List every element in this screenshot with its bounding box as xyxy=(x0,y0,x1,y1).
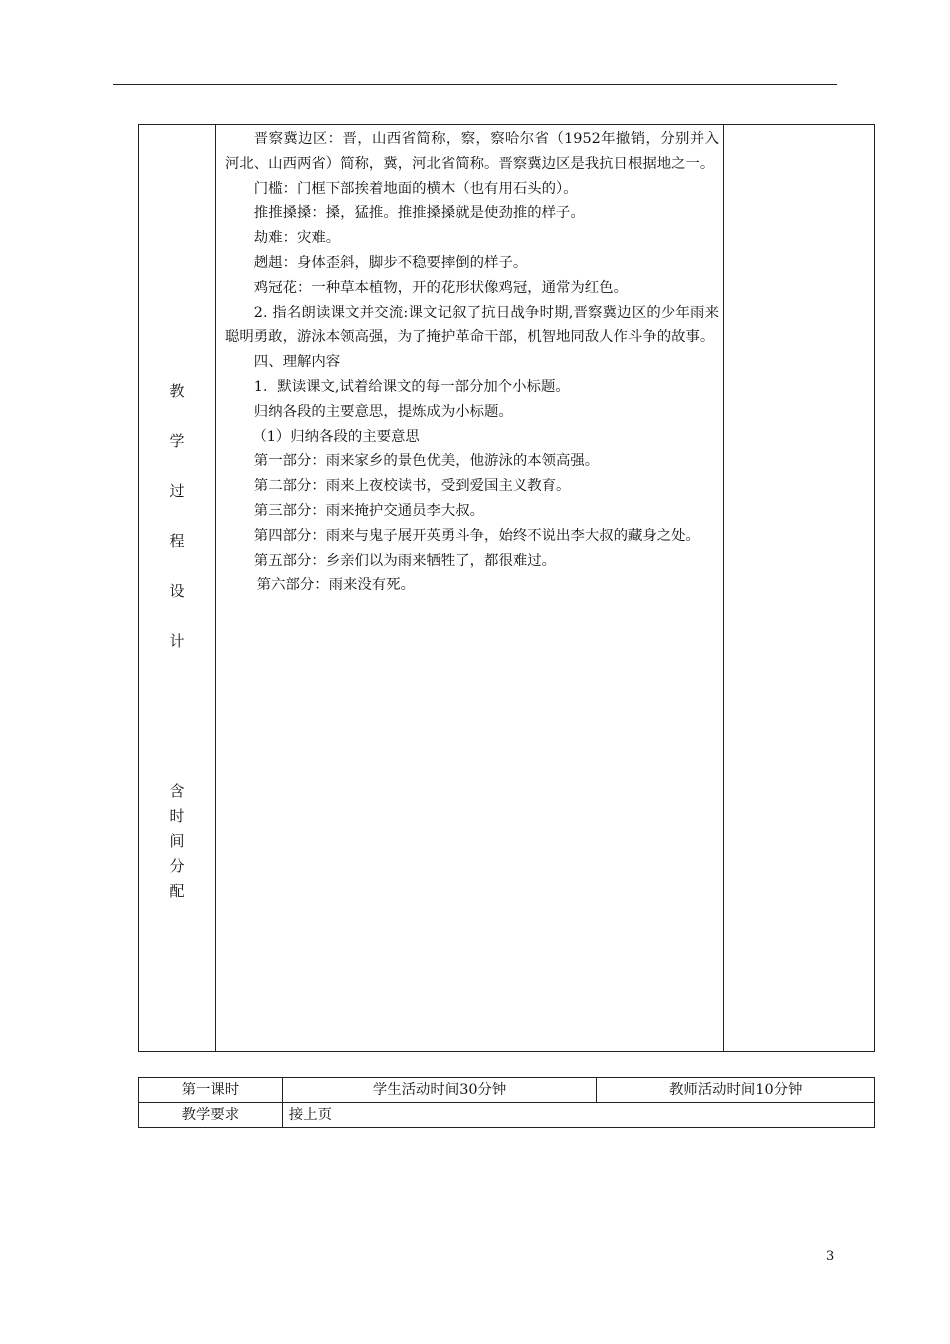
label-char: 学 xyxy=(169,432,185,450)
student-time-cell: 学生活动时间30分钟 xyxy=(282,1078,597,1103)
paragraph: 第五部分：乡亲们以为雨来牺牲了，都很难过。 xyxy=(253,552,557,569)
page-number: 3 xyxy=(826,1249,835,1264)
label-char: 程 xyxy=(169,532,185,550)
requirement-value-cell: 接上页 xyxy=(282,1103,874,1128)
label-char: 含 xyxy=(169,782,185,800)
paragraph: 1．默读课文,试着给课文的每一部分加个小标题。 xyxy=(253,378,570,395)
paragraph: 第一部分：雨来家乡的景色优美，他游泳的本领高强。 xyxy=(253,453,600,470)
paragraph: 晋察冀边区：晋，山西省简称，察，察哈尔省（1952年撤销，分别并入河北、山西两省）简称，冀，河北省简称。晋察冀边区是我抗日根据地之一。 xyxy=(225,131,719,172)
paragraph: （1）归纳各段的主要意思 xyxy=(252,428,420,445)
paragraph: 归纳各段的主要意思，提炼成为小标题。 xyxy=(253,403,513,420)
table-row xyxy=(139,1078,875,1103)
paragraph: 鸡冠花：一种草本植物，开的花形状像鸡冠，通常为红色。 xyxy=(253,279,628,296)
paragraph: 趔趄：身体歪斜，脚步不稳要摔倒的样子。 xyxy=(253,254,528,271)
column-divider-right xyxy=(723,125,724,1051)
label-char: 间 xyxy=(169,832,185,850)
label-char: 计 xyxy=(169,632,185,650)
label-char: 过 xyxy=(169,482,185,500)
paragraph: 第二部分：雨来上夜校读书，受到爱国主义教育。 xyxy=(253,478,571,495)
header-rule xyxy=(113,84,837,85)
section-heading: 四、理解内容 xyxy=(253,354,341,371)
paragraph: 第三部分：雨来掩护交通员李大叔。 xyxy=(253,502,485,519)
label-char: 教 xyxy=(169,382,185,400)
paragraph: 推推搡搡：搡，猛推。推推搡搡就是使劲推的样子。 xyxy=(253,205,585,222)
table-row xyxy=(139,1103,875,1128)
paragraph: 第六部分：雨来没有死。 xyxy=(256,577,415,594)
label-char: 分 xyxy=(169,857,185,875)
label-char: 时 xyxy=(169,807,185,825)
label-teaching-process xyxy=(139,379,215,679)
paragraph: 2. 指名朗读课文并交流:课文记叙了抗日战争时期,晋察冀边区的少年雨来聪明勇敢，游泳本领高强，为了掩护革命干部，机智地同敌人作斗争的故事。 xyxy=(225,304,719,346)
label-char: 设 xyxy=(169,582,185,600)
label-char: 配 xyxy=(169,882,185,900)
teacher-time-cell: 教师活动时间10分钟 xyxy=(597,1078,875,1103)
lesson-info-table xyxy=(138,1077,875,1128)
label-time-allocation xyxy=(139,779,215,904)
paragraph: 门槛：门框下部挨着地面的横木（也有用石头的）。 xyxy=(253,180,578,197)
lesson-content xyxy=(225,127,719,598)
requirement-label-cell: 教学要求 xyxy=(139,1103,283,1128)
column-divider-left xyxy=(215,125,216,1051)
lesson-period-cell: 第一课时 xyxy=(139,1078,283,1103)
paragraph: 第四部分：雨来与鬼子展开英勇斗争，始终不说出李大叔的藏身之处。 xyxy=(253,527,700,544)
paragraph: 劫难：灾难。 xyxy=(253,230,341,247)
lesson-process-table xyxy=(138,124,875,1052)
